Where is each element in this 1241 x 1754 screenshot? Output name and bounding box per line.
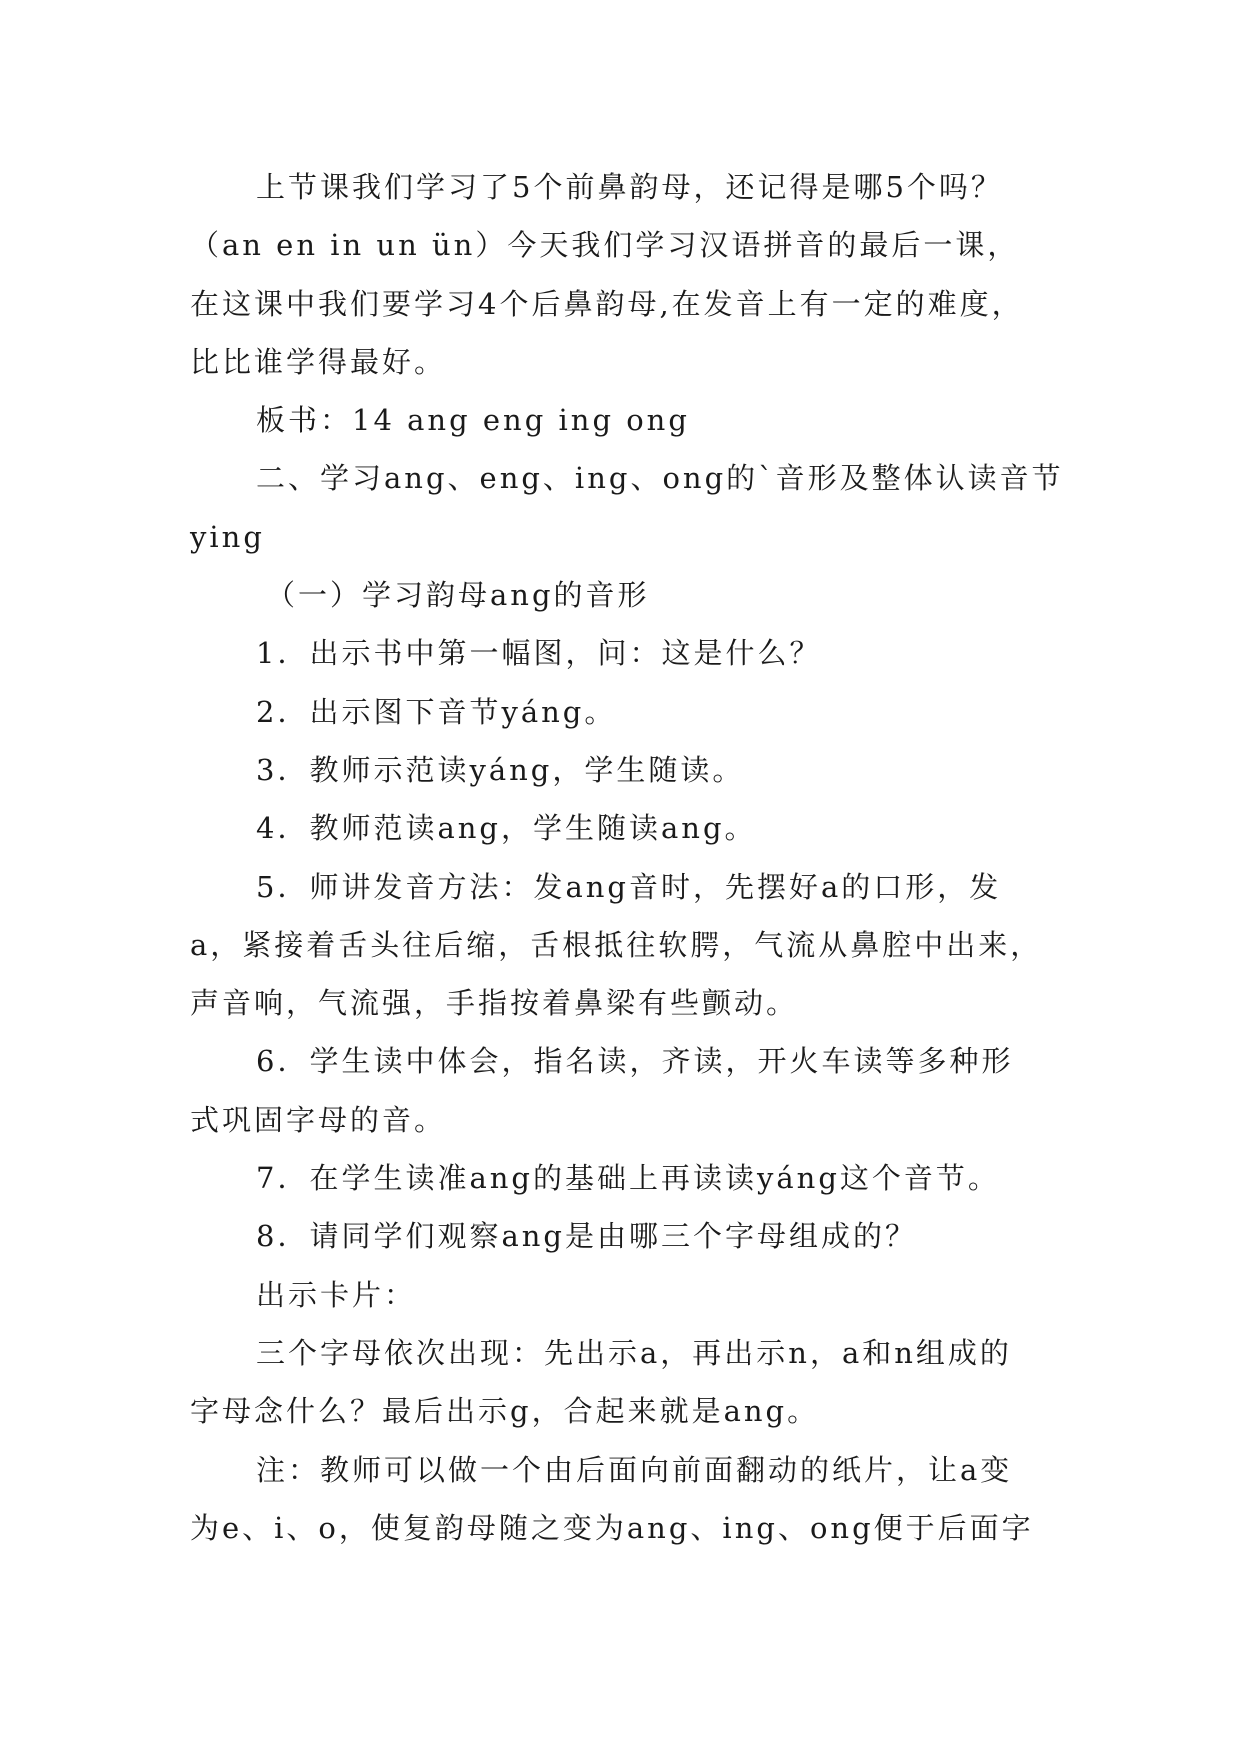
text-line: 出示卡片： (256, 1277, 417, 1312)
text-line: （an en in un ün）今天我们学习汉语拼音的最后一课， (190, 228, 1020, 263)
text-line: 2．出示图下音节yáng。 (256, 694, 617, 729)
text-line: 字母念什么？最后出示g，合起来就是ang。 (190, 1394, 820, 1429)
text-line: 式巩固字母的音。 (190, 1102, 447, 1137)
text-line: 为e、i、o，使复韵母随之变为ang、ing、ong便于后面字 (190, 1510, 1034, 1545)
text-line: 比比谁学得最好。 (190, 344, 447, 379)
text-line: 6．学生读中体会，指名读，齐读，开火车读等多种形 (256, 1044, 1014, 1079)
text-line: 1．出示书中第一幅图，问：这是什么？ (256, 636, 822, 671)
text-line: 板书：14 ang eng ing ong (256, 403, 690, 438)
text-line: 8．请同学们观察ang是由哪三个字母组成的？ (256, 1219, 917, 1254)
text-line: 注：教师可以做一个由后面向前面翻动的纸片，让a变 (256, 1452, 1013, 1487)
text-line: 4．教师范读ang，学生随读ang。 (256, 811, 757, 846)
text-line: 7．在学生读准ang的基础上再读读yáng这个音节。 (256, 1161, 1000, 1196)
text-line: 三个字母依次出现：先出示a，再出示n，a和n组成的 (256, 1335, 1012, 1370)
text-line: 在这课中我们要学习4个后鼻韵母,在发音上有一定的难度， (190, 286, 1024, 321)
text-line: 5．师讲发音方法：发ang音时，先摆好a的口形，发 (256, 869, 1002, 904)
text-line: 二、学习ang、eng、ing、ong的`音形及整体认读音节 (256, 461, 1064, 496)
text-line: 声音响，气流强，手指按着鼻梁有些颤动。 (190, 986, 799, 1021)
text-line: 上节课我们学习了5个前鼻韵母，还记得是哪5个吗？ (256, 170, 1003, 204)
document-body (190, 158, 1070, 1557)
text-line: 3．教师示范读yáng，学生随读。 (256, 752, 745, 787)
text-line: ying (190, 519, 265, 554)
text-line: （一）学习韵母ang的音形 (266, 578, 650, 613)
text-line: a，紧接着舌头往后缩，舌根抵往软腭，气流从鼻腔中出来， (190, 927, 1043, 962)
